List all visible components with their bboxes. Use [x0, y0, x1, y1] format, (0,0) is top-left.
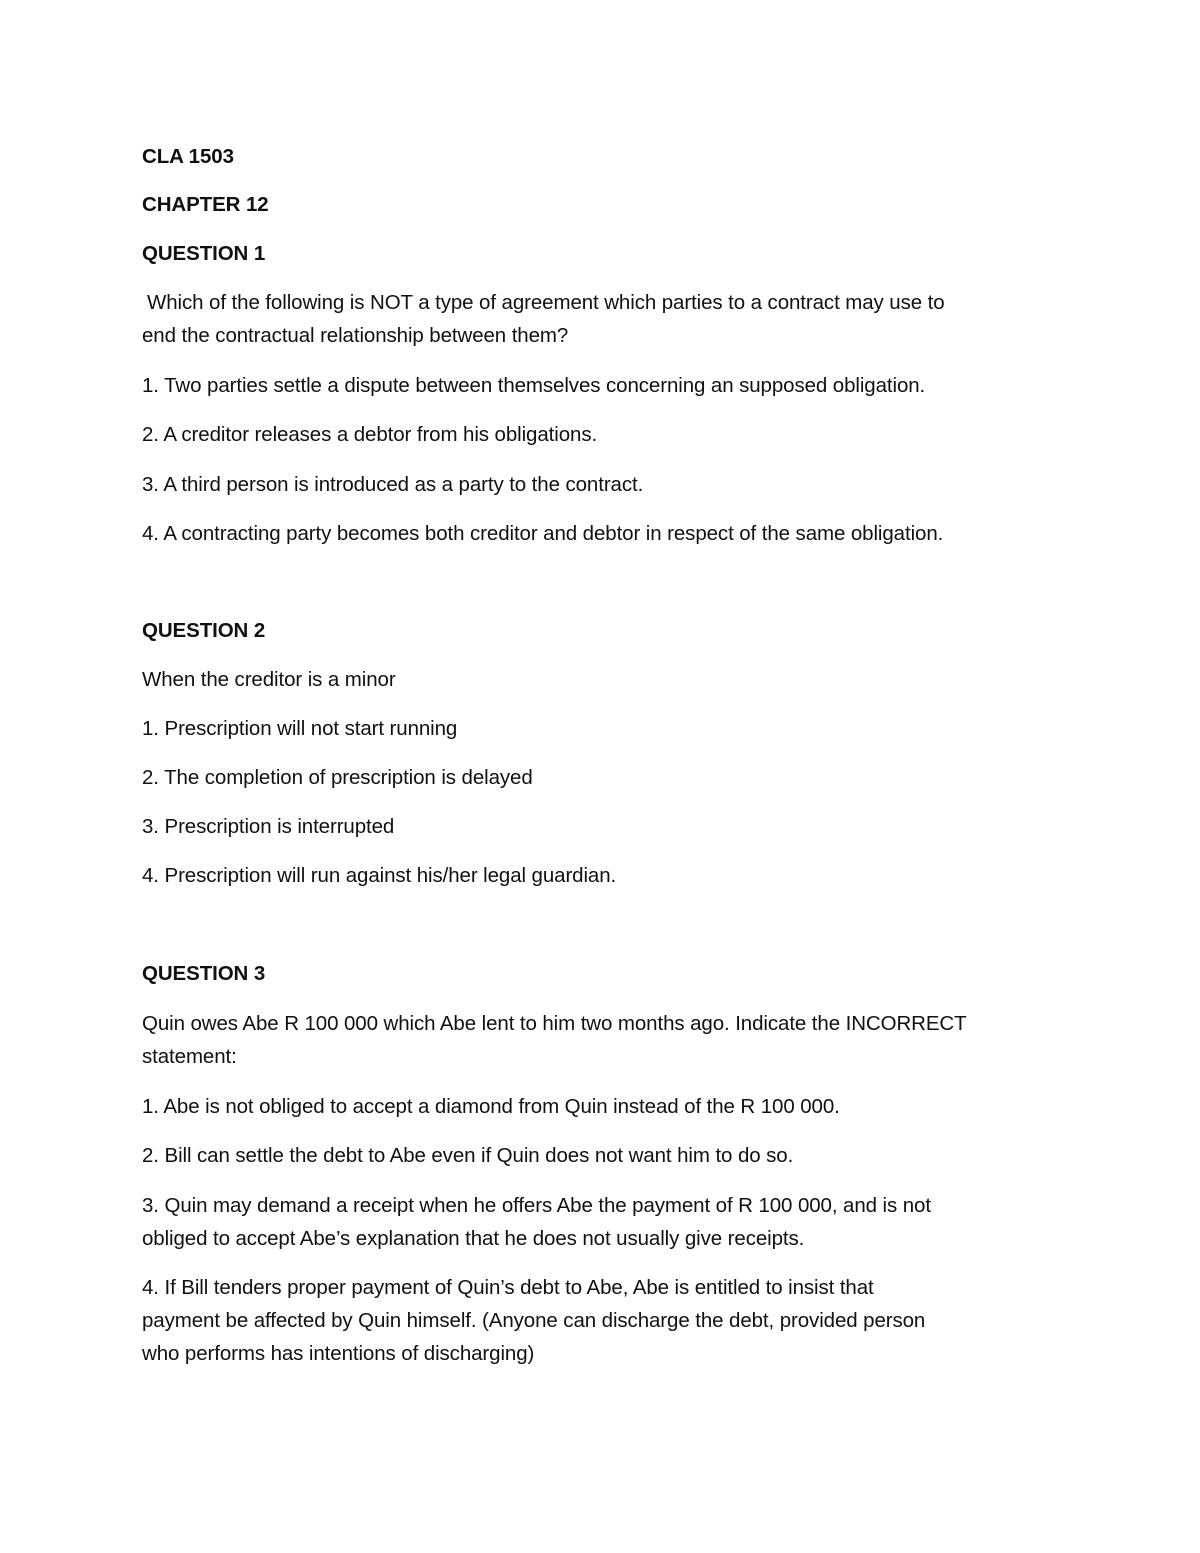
- chapter-heading: CHAPTER 12: [142, 193, 269, 216]
- question-3-prompt-line-1: Quin owes Abe R 100 000 which Abe lent to him two months ago. Indicate the INCORRECT: [142, 1012, 967, 1035]
- course-code: CLA 1503: [142, 145, 234, 168]
- question-1-option-4: 4. A contracting party becomes both creditor and debtor in respect of the same obligation.: [142, 522, 944, 545]
- question-2-option-2: 2. The completion of prescription is delayed: [142, 766, 533, 789]
- question-2-option-1: 1. Prescription will not start running: [142, 717, 458, 740]
- question-1-option-3: 3. A third person is introduced as a party to the contract.: [142, 473, 644, 496]
- question-2-heading: QUESTION 2: [142, 619, 266, 642]
- question-3-option-4-line-2: payment be affected by Quin himself. (Anyone can discharge the debt, provided person: [142, 1309, 926, 1332]
- question-2-prompt-line-1: When the creditor is a minor: [142, 668, 396, 691]
- question-3-option-4-line-1: 4. If Bill tenders proper payment of Quin’s debt to Abe, Abe is entitled to insist that: [142, 1276, 874, 1299]
- question-3-option-3-line-1: 3. Quin may demand a receipt when he offers Abe the payment of R 100 000, and is not: [142, 1194, 931, 1217]
- question-2-option-4: 4. Prescription will run against his/her legal guardian.: [142, 864, 617, 887]
- question-2-option-3: 3. Prescription is interrupted: [142, 815, 395, 838]
- question-3-option-1: 1. Abe is not obliged to accept a diamond from Quin instead of the R 100 000.: [142, 1095, 840, 1118]
- question-1-heading: QUESTION 1: [142, 242, 266, 265]
- question-1-prompt-line-2: end the contractual relationship between them?: [142, 324, 569, 347]
- question-3-heading: QUESTION 3: [142, 962, 266, 985]
- question-3-option-3-line-2: obliged to accept Abe’s explanation that he does not usually give receipts.: [142, 1227, 805, 1250]
- question-3-option-2: 2. Bill can settle the debt to Abe even if Quin does not want him to do so.: [142, 1144, 794, 1167]
- question-3-prompt-line-2: statement:: [142, 1045, 237, 1068]
- question-1-option-2: 2. A creditor releases a debtor from his obligations.: [142, 423, 598, 446]
- question-1-prompt-line-1: Which of the following is NOT a type of agreement which parties to a contract may use to: [147, 291, 945, 314]
- question-3-option-4-line-3: who performs has intentions of discharging): [142, 1342, 535, 1365]
- question-1-option-1: 1. Two parties settle a dispute between themselves concerning an supposed obligation.: [142, 374, 926, 397]
